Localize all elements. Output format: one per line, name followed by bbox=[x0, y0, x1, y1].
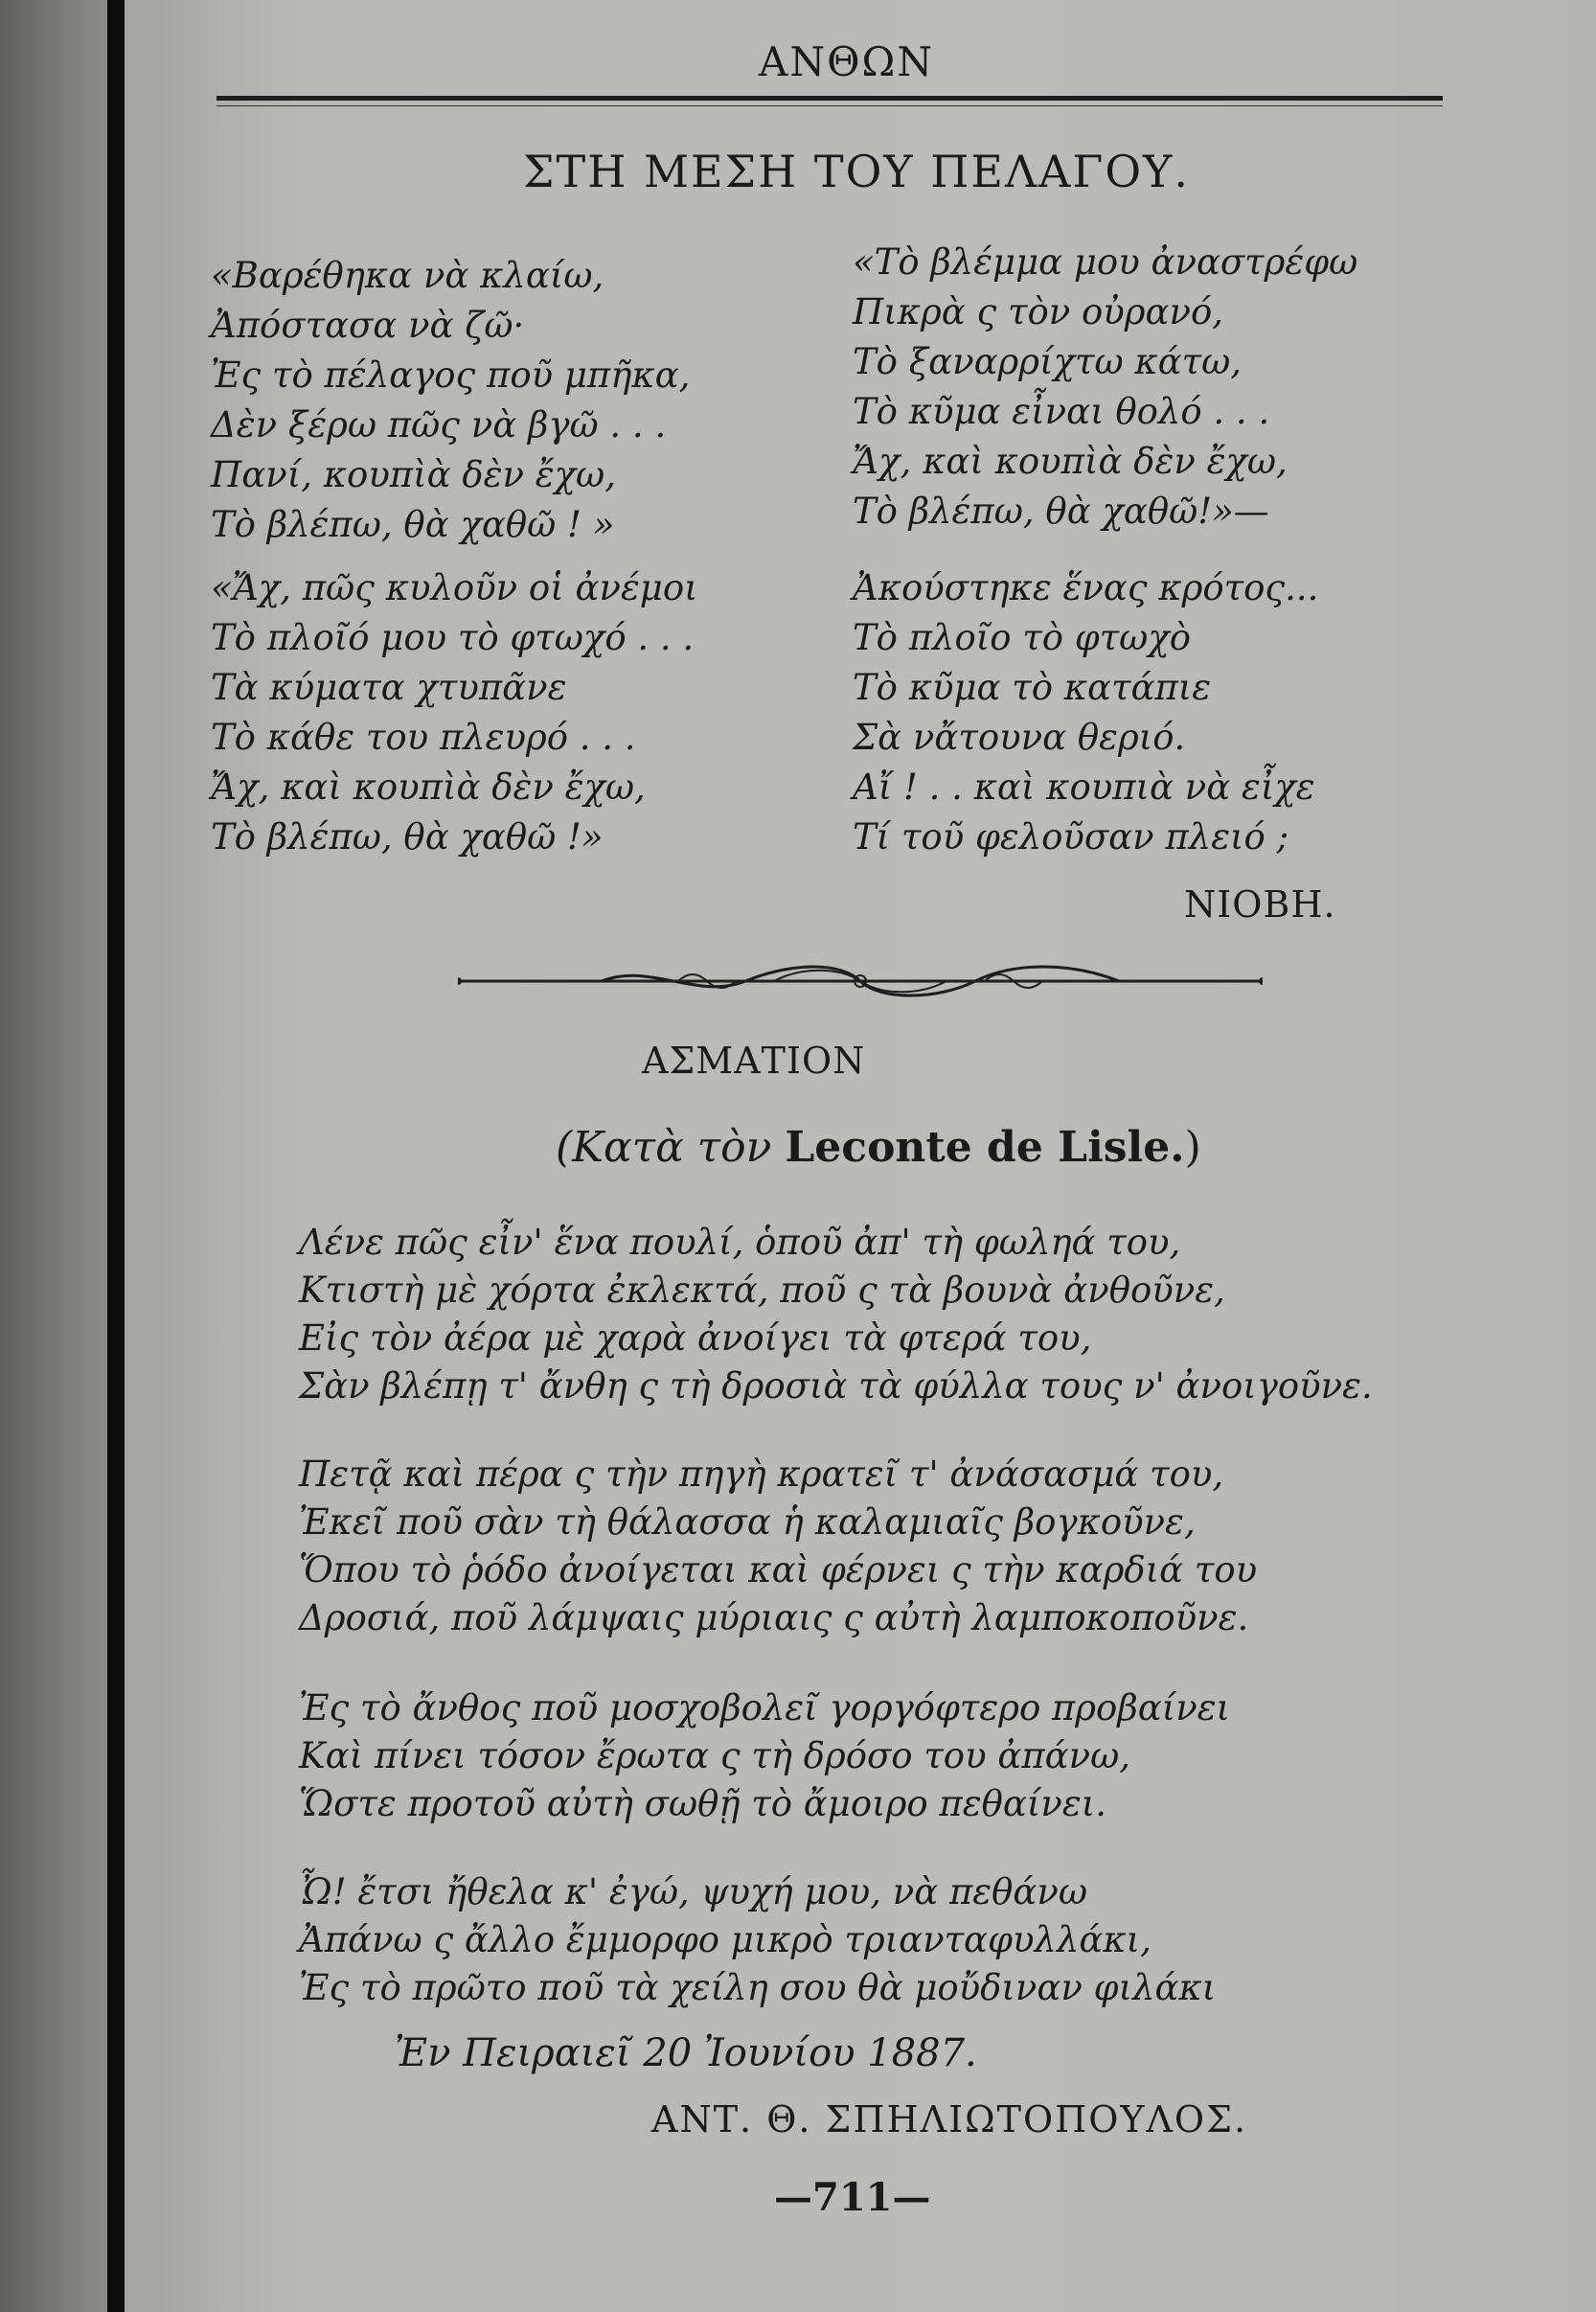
verse-line: Ἐς τὸ ἄνθος ποῦ μοσχοβολεῖ γοργόφτερο προβαίνει bbox=[299, 1687, 1231, 1728]
verse-line: Τὸ πλοῖο τὸ φτωχὸ bbox=[853, 617, 1192, 658]
poem1-stanza-4 bbox=[853, 563, 1318, 862]
header-rule-thin bbox=[217, 105, 1443, 106]
poem-title: ΣΤΗ ΜΕΣΗ ΤΟΥ ΠΕΛΑΓΟΥ. bbox=[523, 146, 1191, 197]
verse-line: Κτιστὴ μὲ χόρτα ἐκλεκτά, ποῦ ς τὰ βουνὰ ἀνθοῦνε, bbox=[299, 1270, 1225, 1311]
subtitle-prefix: (Κατὰ τὸν bbox=[556, 1123, 786, 1172]
verse-line: Τὸ κῦμα τὸ κατάπιε bbox=[853, 667, 1212, 708]
subtitle-suffix: ) bbox=[1184, 1123, 1201, 1172]
ornamental-divider bbox=[458, 958, 1263, 1004]
verse-line: Τὸ βλέπω, θὰ χαθῶ !» bbox=[211, 816, 604, 858]
verse-line: Ἐκεῖ ποῦ σὰν τὴ θάλασσα ἡ καλαμιαῖς βογκοῦνε, bbox=[299, 1501, 1196, 1543]
poem2-title: ΑΣΜΑΤΙΟΝ bbox=[642, 1040, 866, 1082]
verse-line: «Τὸ βλέμμα μου ἀναστρέφω bbox=[853, 241, 1358, 283]
verse-line: Ὥστε προτοῦ αὐτὴ σωθῇ τὸ ἄμοιρο πεθαίνει. bbox=[299, 1783, 1106, 1824]
verse-line: Πανί, κουπὶὰ δὲν ἔχω, bbox=[211, 454, 616, 495]
poem2-stanza-2 bbox=[299, 1451, 1257, 1642]
verse-line: Σὰν βλέπῃ τ' ἄνθη ς τὴ δροσιὰ τὰ φύλλα τους ν' ἀνοιγοῦνε. bbox=[299, 1365, 1373, 1407]
verse-line: Τὸ ξαναρρίχτω κάτω, bbox=[853, 341, 1243, 382]
verse-line: Ὦ! ἔτσι ἤθελα κ' ἐγώ, ψυχή μου, νὰ πεθάνω bbox=[299, 1871, 1088, 1912]
verse-line: Ἀπάνω ς ἄλλο ἔμμορφο μικρὸ τριανταφυλλάκι, bbox=[299, 1919, 1151, 1960]
verse-line: Καὶ πίνει τόσον ἔρωτα ς τὴ δρόσο του ἀπάνω, bbox=[299, 1735, 1131, 1776]
poem2-stanza-1 bbox=[299, 1219, 1373, 1410]
dateline: Ἐν Πειραιεῖ 20 Ἰουνίου 1887. bbox=[395, 2031, 977, 2075]
verse-line: Ἐς τὸ πρῶτο ποῦ τὰ χείλη σου θὰ μοὔδιναν φιλάκι bbox=[299, 1967, 1217, 2008]
verse-line: Τὸ πλοῖό μου τὸ φτωχό . . . bbox=[211, 617, 695, 658]
poem2-signature: ΑΝΤ. Θ. ΣΠΗΛΙΩΤΟΠΟΥΛΟΣ. bbox=[651, 2098, 1248, 2140]
poem1-stanza-2 bbox=[211, 563, 698, 862]
verse-line: «Ἄχ, πῶς κυλοῦν οἱ ἀνέμοι bbox=[211, 567, 698, 608]
verse-line: Τὸ κάθε του πλευρό . . . bbox=[211, 717, 636, 758]
verse-line: Πετᾷ καὶ πέρα ς τὴν πηγὴ κρατεῖ τ' ἀνάσασμά του, bbox=[299, 1454, 1224, 1495]
verse-line: Αἴ ! . . καὶ κουπιὰ νὰ εἶχε bbox=[853, 767, 1315, 808]
subtitle-author: Leconte de Lisle. bbox=[785, 1123, 1185, 1172]
verse-line: Τὸ κῦμα εἶναι θολό . . . bbox=[853, 391, 1270, 432]
verse-line: Ὅπου τὸ ῥόδο ἀνοίγεται καὶ φέρνει ς τὴν καρδιά του bbox=[299, 1549, 1258, 1591]
verse-line: Ἐς τὸ πέλαγος ποῦ μπῆκα, bbox=[211, 355, 691, 396]
verse-line: Ἀκούστηκε ἕνας κρότος... bbox=[853, 567, 1319, 608]
verse-line: Τί τοῦ φελοῦσαν πλειό ; bbox=[853, 816, 1289, 858]
verse-line: Ἄχ, καὶ κουπὶὰ δὲν ἔχω, bbox=[211, 767, 646, 808]
verse-line: Τὸ βλέπω, θὰ χαθῶ!»— bbox=[853, 491, 1269, 532]
page-number: —711— bbox=[774, 2175, 931, 2220]
verse-line: Δροσιά, ποῦ λάμψαις μύριαις ς αὐτὴ λαμποκοποῦνε. bbox=[299, 1597, 1249, 1638]
verse-line: Πικρὰ ς τὸν οὐρανό, bbox=[853, 291, 1224, 332]
book-spine bbox=[107, 0, 125, 2312]
verse-line: Ἄχ, καὶ κουπὶὰ δὲν ἔχω, bbox=[853, 441, 1288, 482]
verse-line: «Βαρέθηκα νὰ κλαίω, bbox=[211, 255, 604, 296]
verse-line: Λένε πῶς εἶν' ἕνα πουλί, ὁποῦ ἀπ' τὴ φωληά του, bbox=[299, 1222, 1181, 1263]
poem2-stanza-4 bbox=[299, 1868, 1216, 2012]
verse-line: Τὰ κύματα χτυπᾶνε bbox=[211, 667, 567, 708]
poem2-stanza-3 bbox=[299, 1684, 1230, 1828]
verse-line: Εἰς τὸν ἀέρα μὲ χαρὰ ἀνοίγει τὰ φτερά του, bbox=[299, 1317, 1092, 1359]
page-edge-shadow bbox=[0, 0, 107, 2312]
verse-line: Σὰ νἄτουνα θεριό. bbox=[853, 717, 1186, 758]
poem2-subtitle bbox=[556, 1123, 1201, 1172]
header-rule bbox=[217, 96, 1443, 101]
poem1-signature: ΝΙΟΒΗ. bbox=[1184, 883, 1336, 926]
poem1-stanza-1 bbox=[211, 251, 690, 550]
verse-line: Δὲν ξέρω πῶς νὰ βγῶ . . . bbox=[211, 404, 667, 446]
poem1-stanza-3 bbox=[853, 238, 1357, 537]
running-header: ΑΝΘΩΝ bbox=[759, 38, 935, 85]
verse-line: Ἀπόστασα νὰ ζῶ· bbox=[211, 305, 525, 346]
verse-line: Τὸ βλέπω, θὰ χαθῶ ! » bbox=[211, 504, 615, 545]
